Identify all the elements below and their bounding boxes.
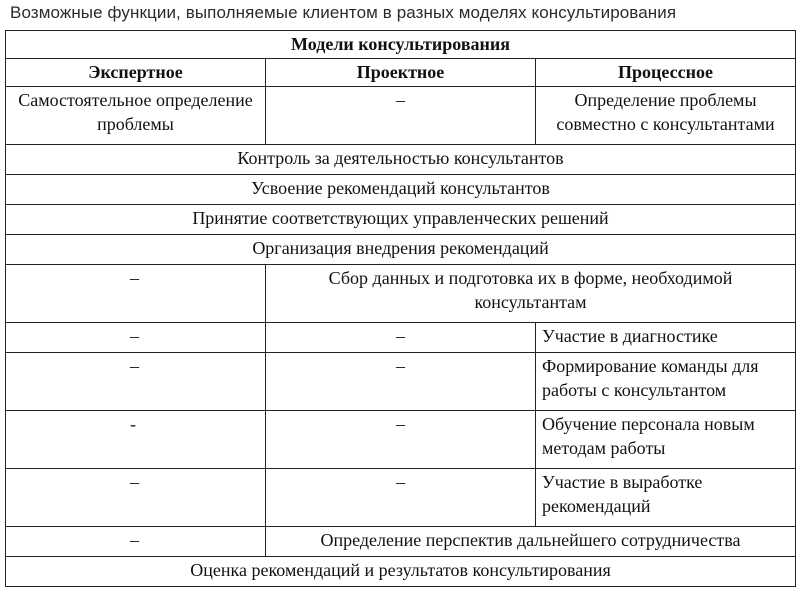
merged-cell: Усвоение рекомендаций консультантов — [6, 175, 796, 205]
column-headers-row — [6, 59, 796, 87]
table-row — [6, 557, 796, 587]
table-row — [6, 353, 796, 411]
cell-project-process: Определение перспектив дальнейшего сотрудничества — [266, 527, 796, 557]
column-header-expert: Экспертное — [6, 59, 266, 87]
cell-project: – — [266, 323, 536, 353]
table-row — [6, 527, 796, 557]
cell-expert: – — [6, 353, 266, 411]
cell-project: – — [266, 411, 536, 469]
cell-project: – — [266, 469, 536, 527]
merged-cell: Организация внедрения рекомендаций — [6, 235, 796, 265]
table-row — [6, 265, 796, 323]
cell-expert: Самостоятельное определение проблемы — [6, 87, 266, 145]
table-row — [6, 323, 796, 353]
cell-expert: – — [6, 323, 266, 353]
table-row — [6, 145, 796, 175]
cell-expert: – — [6, 527, 266, 557]
consulting-models-table — [5, 30, 796, 587]
table-row — [6, 469, 796, 527]
cell-process: Формирование команды для работы с консультантом — [536, 353, 796, 411]
column-header-process: Процессное — [536, 59, 796, 87]
merged-cell: Контроль за деятельностью консультантов — [6, 145, 796, 175]
cell-project: – — [266, 87, 536, 145]
cell-process: Участие в диагностике — [536, 323, 796, 353]
table-header: Модели консультирования — [6, 31, 796, 59]
table-row — [6, 87, 796, 145]
cell-expert: - — [6, 411, 266, 469]
cell-expert: – — [6, 265, 266, 323]
page-title: Возможные функции, выполняемые клиентом в разных моделях консультирования — [10, 3, 677, 22]
merged-cell: Оценка рекомендаций и результатов консультирования — [6, 557, 796, 587]
cell-process: Обучение персонала новым методам работы — [536, 411, 796, 469]
table-row — [6, 205, 796, 235]
table-header-row — [6, 31, 796, 59]
cell-project: – — [266, 353, 536, 411]
cell-expert: – — [6, 469, 266, 527]
table-row — [6, 411, 796, 469]
column-header-project: Проектное — [266, 59, 536, 87]
table-row — [6, 235, 796, 265]
cell-project-process: Сбор данных и подготовка их в форме, необходимой консультантам — [266, 265, 796, 323]
merged-cell: Принятие соответствующих управленческих решений — [6, 205, 796, 235]
cell-process: Определение проблемы совместно с консультантами — [536, 87, 796, 145]
table-row — [6, 175, 796, 205]
cell-process: Участие в выработке рекомендаций — [536, 469, 796, 527]
